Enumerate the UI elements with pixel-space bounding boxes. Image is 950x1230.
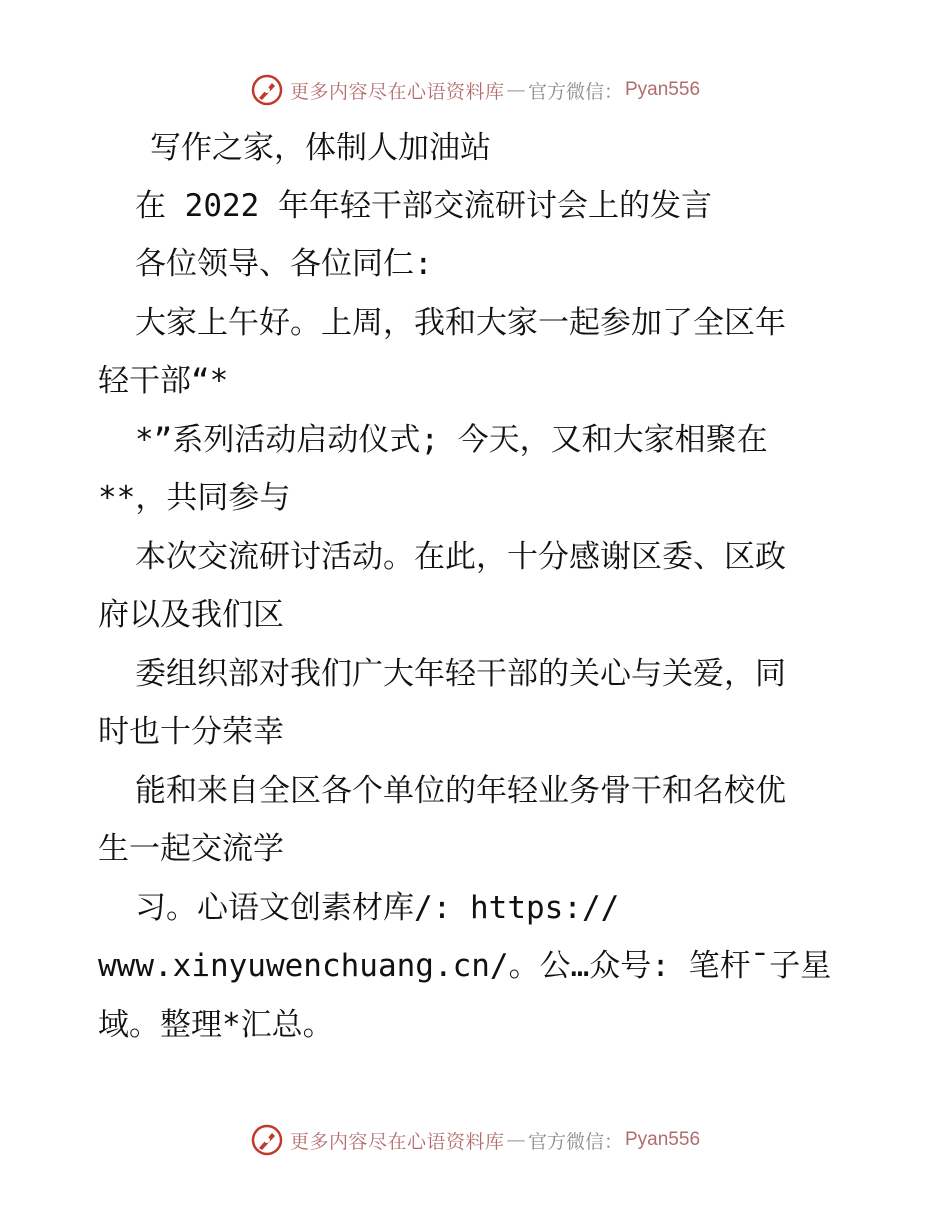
pen-logo-icon: [250, 73, 284, 107]
footer-banner: [0, 1120, 950, 1160]
doc-line: 域。整理*汇总。: [98, 1007, 334, 1043]
doc-line: 时也十分荣幸: [98, 714, 284, 750]
doc-line: 写作之家，体制人加油站: [150, 130, 491, 166]
pen-logo-icon: [250, 1123, 284, 1157]
doc-line: 各位领导、各位同仁:: [135, 246, 433, 282]
banner-wechat-label: 官方微信：: [527, 1130, 623, 1153]
doc-line: 生一起交流学: [98, 831, 284, 867]
header-banner: [0, 70, 950, 110]
banner-dash: —: [506, 1129, 526, 1151]
doc-line: 能和来自全区各个单位的年轻业务骨干和名校优: [135, 773, 786, 809]
doc-title: 在 2022 年年轻干部交流研讨会上的发言: [135, 188, 712, 224]
doc-line: 大家上午好。上周，我和大家一起参加了全区年: [135, 305, 786, 341]
doc-line: 本次交流研讨活动。在此，十分感谢区委、区政: [135, 539, 786, 575]
banner-text: 更多内容尽在心语资料库: [289, 80, 505, 103]
banner-wechat-id: Pyan556: [625, 1129, 701, 1150]
doc-line: 轻干部“*: [98, 363, 229, 399]
banner-dash: —: [506, 79, 526, 101]
doc-line: 府以及我们区: [98, 597, 284, 633]
banner-wechat-label: 官方微信：: [527, 80, 623, 103]
doc-line: 委组织部对我们广大年轻干部的关心与关爱，同: [135, 656, 786, 692]
doc-line: *”系列活动启动仪式; 今天，又和大家相聚在: [135, 422, 768, 458]
banner-text: 更多内容尽在心语资料库: [289, 1130, 505, 1153]
banner-wechat-id: Pyan556: [625, 79, 701, 100]
doc-line: www.xinyuwenchuang.cn/。公…众号: 笔杆¯子星: [98, 948, 832, 984]
doc-line: 习。心语文创素材库/: https://: [135, 890, 620, 926]
doc-line: **，共同参与: [98, 480, 291, 516]
